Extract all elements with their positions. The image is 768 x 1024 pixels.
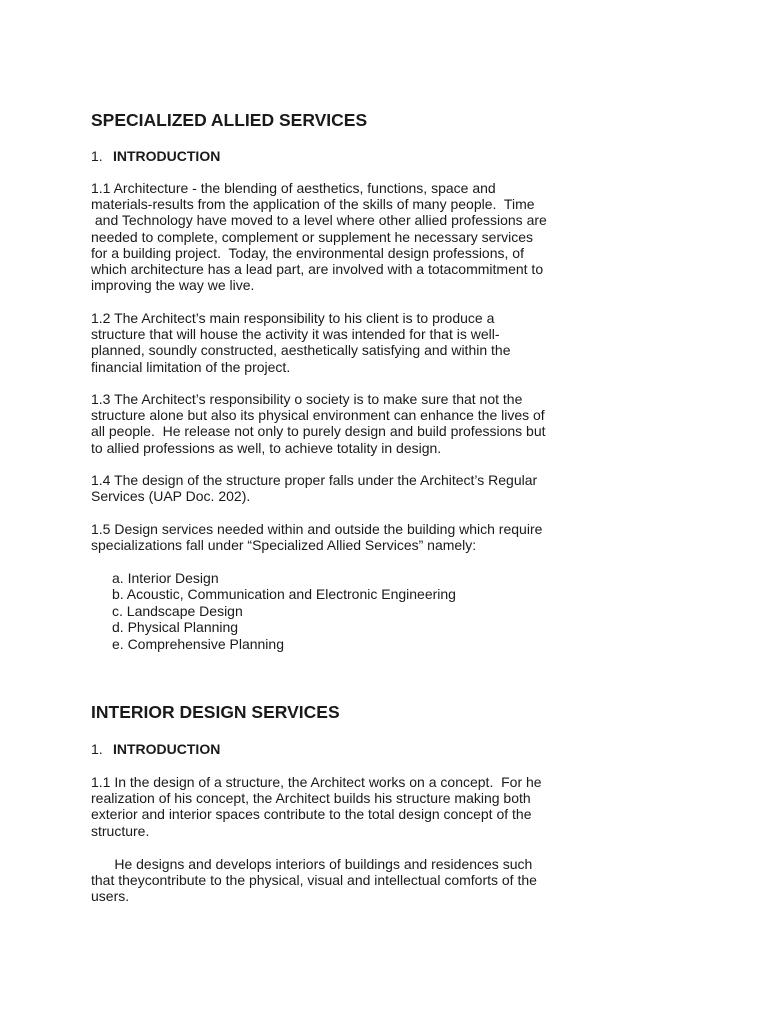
text-line: 1.4 The design of the structure proper falls under the Architect’s Regular [91, 472, 538, 488]
text-line: 1.5 Design services needed within and outside the building which require [91, 521, 543, 537]
text-line: needed to complete, complement or supplement he necessary services [91, 228, 534, 245]
text-line: 1.3 The Architect’s responsibility o society is to make sure that not the [91, 391, 523, 407]
paragraph-1-4 [91, 472, 551, 504]
section-title-specialized-allied-services: SPECIALIZED ALLIED SERVICES [91, 110, 368, 130]
list-item: c. Landscape Design [112, 602, 243, 619]
text-line: which architecture has a lead part, are involved with a totacommitment to [91, 261, 544, 278]
text-line: He designs and develops interiors of buildings and residences such [91, 856, 533, 872]
text-line: improving the way we live. [91, 277, 255, 294]
paragraph-2-indented [91, 856, 551, 905]
paragraph-1-3 [91, 391, 551, 456]
text-line: specializations fall under “Specialized Allied Services” namely: [91, 537, 477, 554]
section-title-interior-design-services: INTERIOR DESIGN SERVICES [91, 702, 340, 722]
text-line: realization of his concept, the Architect builds his structure making both [91, 790, 531, 807]
text-line: structure alone but also its physical environment can enhance the lives of [91, 407, 545, 424]
text-line: structure. [91, 822, 150, 839]
list-item: a. Interior Design [112, 570, 219, 586]
text-line: 1.1 In the design of a structure, the Architect works on a concept. For he [91, 774, 542, 790]
text-line: exterior and interior spaces contribute to the total design concept of the [91, 806, 532, 823]
text-line: 1.1 Architecture - the blending of aesthetics, functions, space and [91, 180, 496, 196]
list-item: e. Comprehensive Planning [112, 635, 284, 652]
section2-intro-heading [91, 741, 220, 757]
text-line: and Technology have moved to a level where other allied professions are [91, 212, 547, 229]
paragraph-1-5 [91, 521, 551, 553]
paragraph-1-2 [91, 310, 551, 375]
text-line: structure that will house the activity it was intended for that is well- [91, 326, 500, 343]
text-line: that theycontribute to the physical, visual and intellectual comforts of the [91, 872, 537, 889]
text-line: for a building project. Today, the environmental design professions, of [91, 244, 524, 261]
paragraph-2-1-1 [91, 774, 551, 839]
specialized-services-list [112, 570, 456, 652]
heading-label: INTRODUCTION [113, 741, 221, 757]
list-item: d. Physical Planning [112, 619, 239, 636]
paragraph-1-1 [91, 180, 551, 293]
text-line: Services (UAP Doc. 202). [91, 488, 251, 505]
heading-number: 1. [91, 148, 103, 164]
text-line: planned, soundly constructed, aesthetically satisfying and within the [91, 342, 511, 359]
text-line: users. [91, 888, 130, 905]
text-line: materials-results from the application of the skills of many people. Time [91, 196, 535, 213]
section1-intro-heading [91, 148, 220, 164]
text-line: to allied professions as well, to achieve totality in design. [91, 439, 442, 456]
text-line: all people. He release not only to purely design and build professions but [91, 423, 546, 440]
text-line: financial limitation of the project. [91, 358, 291, 375]
heading-number: 1. [91, 741, 103, 757]
heading-label: INTRODUCTION [113, 148, 221, 164]
list-item: b. Acoustic, Communication and Electronic Engineering [112, 586, 456, 603]
text-line: 1.2 The Architect’s main responsibility to his client is to produce a [91, 310, 495, 326]
